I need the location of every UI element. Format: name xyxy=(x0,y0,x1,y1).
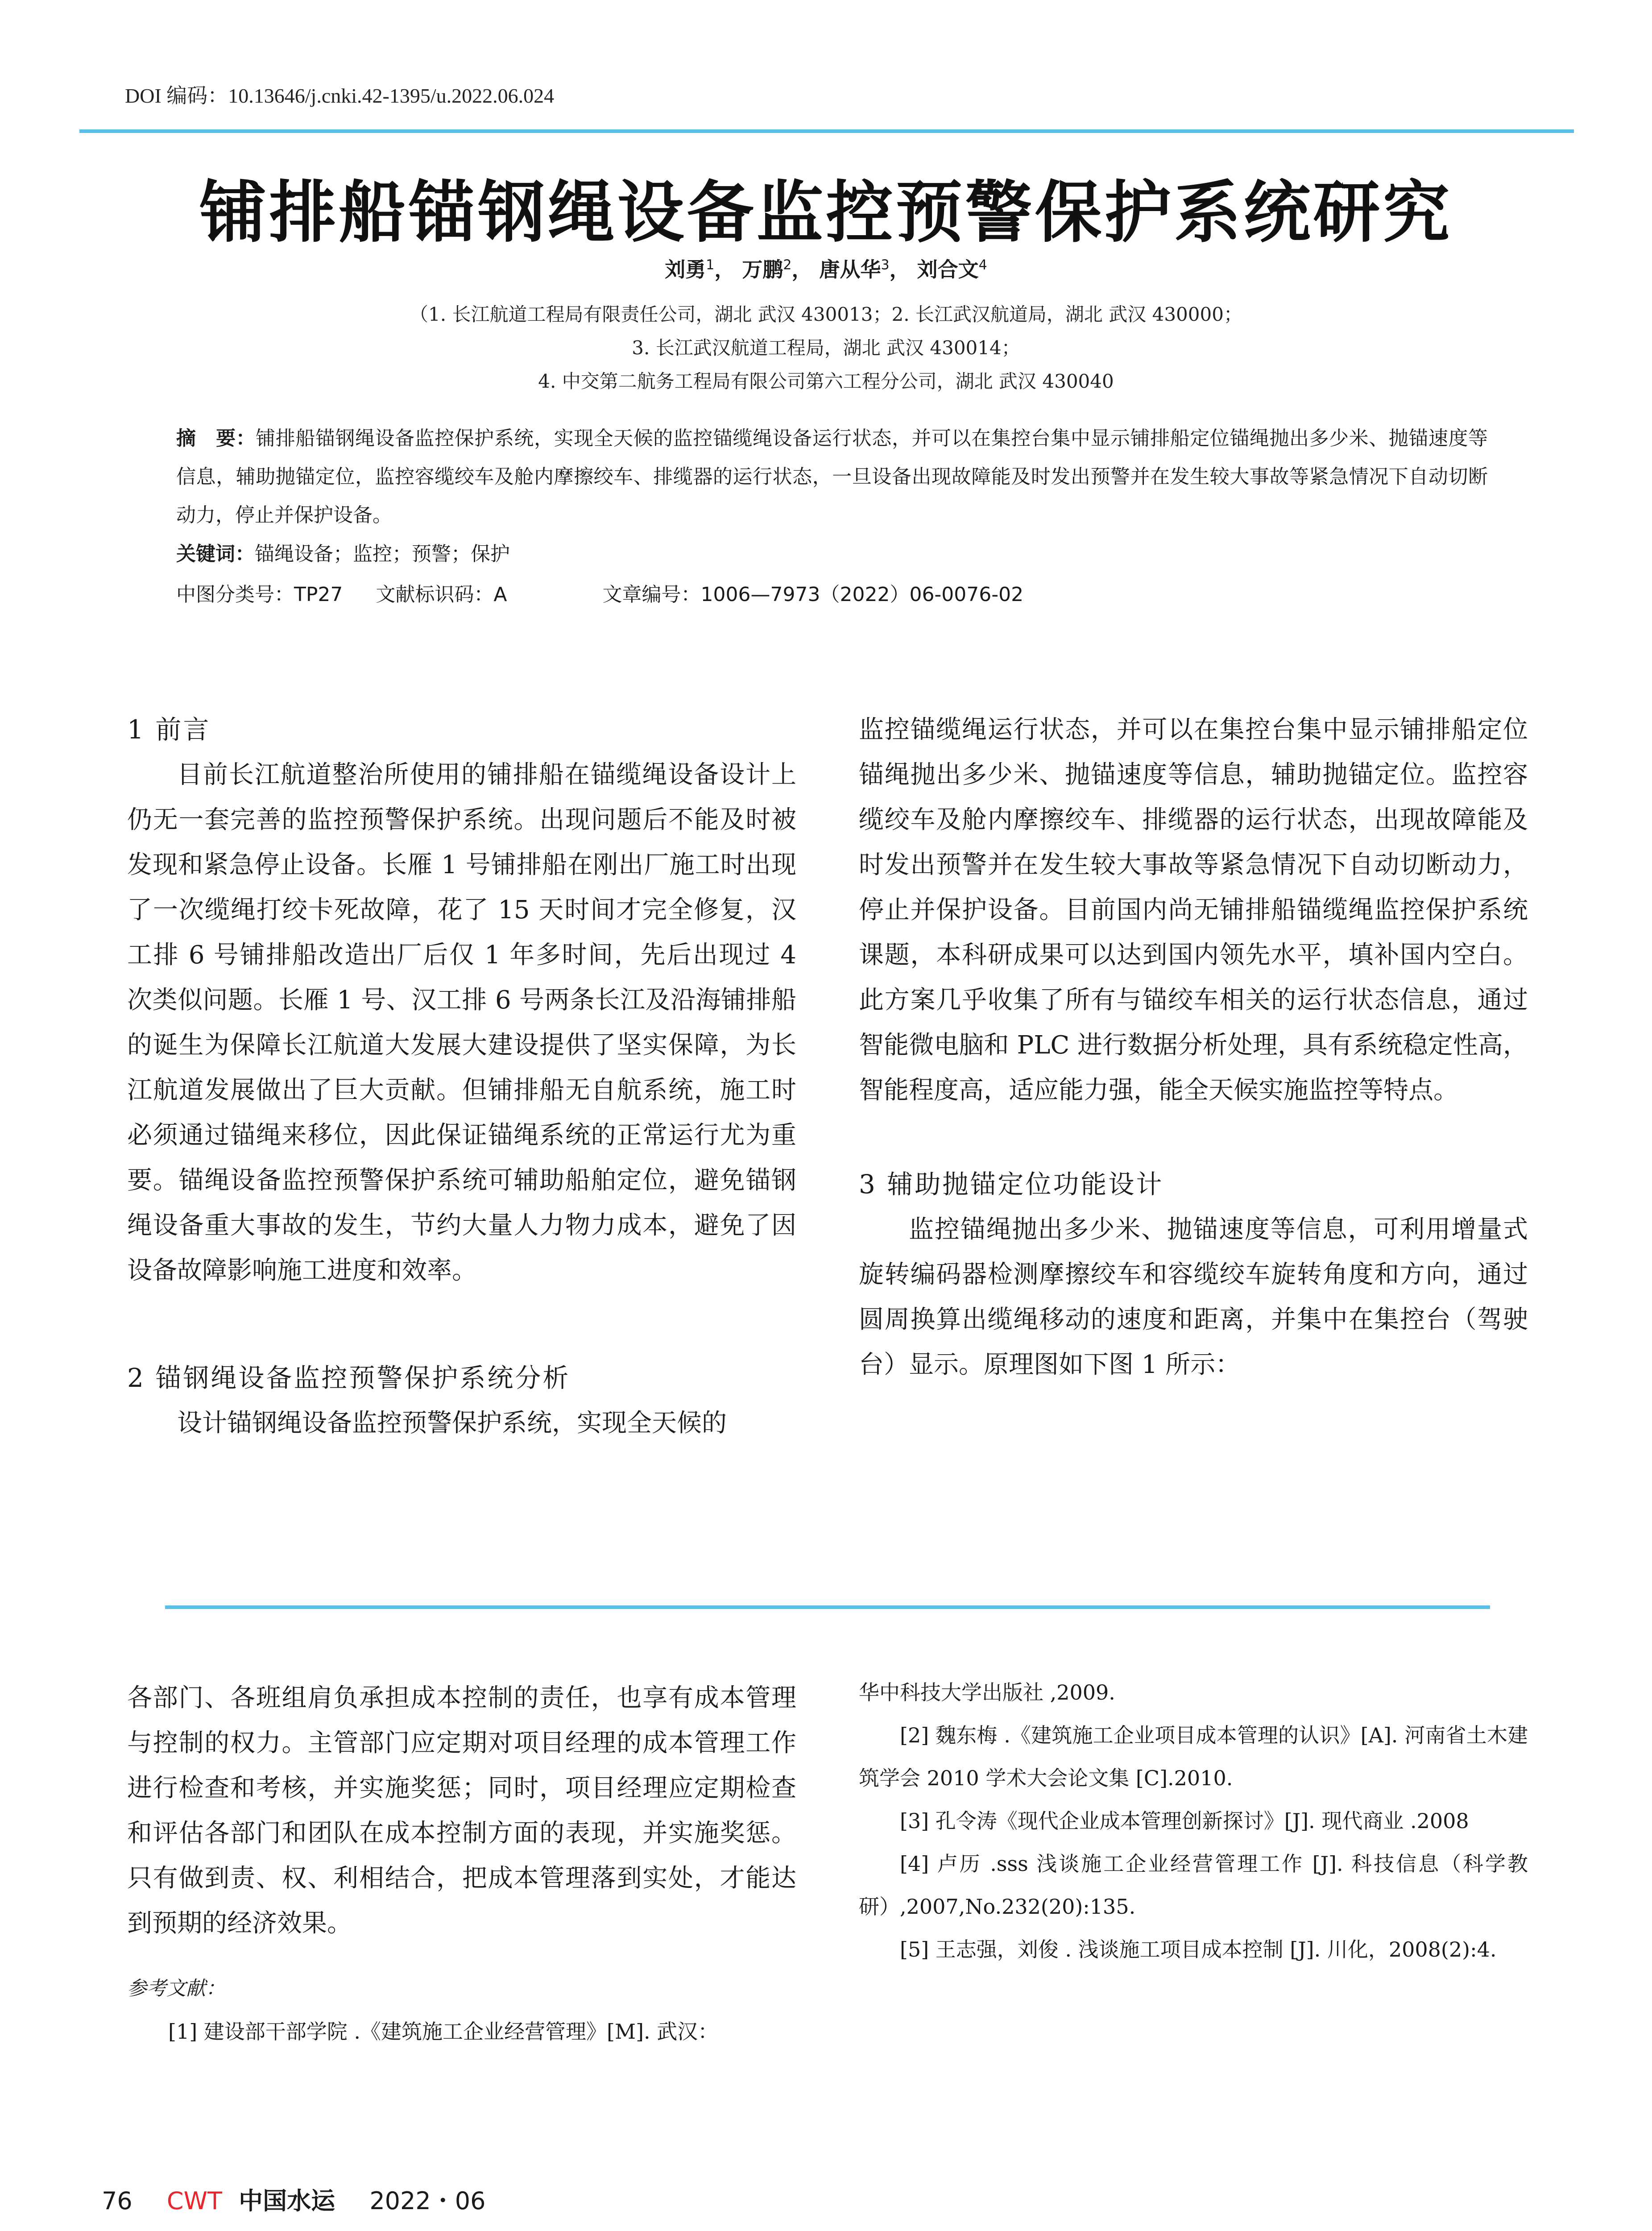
reference-item-continued: 华中科技大学出版社 ,2009. xyxy=(859,1680,1115,1704)
journal-issue: 2022・06 xyxy=(369,2187,486,2215)
author-affil-mark: 3 xyxy=(881,257,890,273)
section-3-text: 监控锚绳抛出多少米、抛锚速度等信息，可利用增量式旋转编码器检测摩擦绞车和容缆绞车旋转角度和方向，通过圆周换算出缆绳移动的速度和距离，并集中在集控台（驾驶台）显示。原理图如下图 1 所示： xyxy=(859,1215,1528,1379)
page-number: 76 xyxy=(102,2187,132,2215)
affiliation-line: （1. 长江航道工程局有限责任公司，湖北 武汉 430013；2. 长江武汉航道局，湖北 武汉 430000； xyxy=(410,303,1242,325)
article-number: 文章编号：1006—7973（2022）06-0076-02 xyxy=(602,583,1024,606)
affiliation-line: 4. 中交第二航务工程局有限公司第六工程分公司，湖北 武汉 430040 xyxy=(538,370,1114,392)
section-divider-rule xyxy=(165,1605,1490,1609)
author-name: 唐从华 xyxy=(819,257,881,282)
abstract xyxy=(176,419,1488,535)
author-name: 万鹏 xyxy=(742,257,783,282)
abstract-text: 铺排船锚钢绳设备监控保护系统，实现全天候的监控锚缆绳设备运行状态，并可以在集控台集中显示铺排船定位锚绳抛出多少米、抛锚速度等信息，辅助抛锚定位，监控容缆绞车及舱内摩擦绞车、排缆器的运行状态，一旦设备出现故障能及时发出预警并在发生较大事故等紧急情况下自动切断动力，停止并保护设备。 xyxy=(176,427,1488,527)
keywords-text: 锚绳设备；监控；预警；保护 xyxy=(255,543,510,565)
abstract-label: 摘 要： xyxy=(176,427,256,450)
author-affil-mark: 2 xyxy=(783,257,792,273)
author-name: 刘合文 xyxy=(917,257,979,282)
author-affil-mark: 1 xyxy=(706,257,715,273)
section-3-heading: 3 辅助抛锚定位功能设计 xyxy=(859,1169,1164,1199)
doi-line: DOI 编码：10.13646/j.cnki.42-1395/u.2022.06.024 xyxy=(125,84,555,107)
reference-item: [3] 孔令涛《现代企业成本管理创新探讨》[J]. 现代商业 .2008 xyxy=(900,1809,1469,1833)
section-1-text: 目前长江航道整治所使用的铺排船在锚缆绳设备设计上仍无一套完善的监控预警保护系统。出现问题后不能及时被发现和紧急停止设备。长雁 1 号铺排船在刚出厂施工时出现了一次缆绳打绞卡死故障，花了 15 天时间才完全修复，汉工排 6 号铺排船改造出厂后仅 1 年多时间，先后出现过 4 次类似问题。长雁 1 号、汉工排 6 号两条长江及沿海铺排船的诞生为保障长江航道大发展大建设提供了坚实保障，为长江航道发展做出了巨大贡献。但铺排船无自航系统，施工时必须通过锚绳来移位，因此保证锚绳系统的正常运行尤为重要。锚绳设备监控预警保护系统可辅助船舶定位，避免锚钢绳设备重大事故的发生，节约大量人力物力成本，避免了因设备故障影响施工进度和效率。 xyxy=(127,760,796,1285)
document-code: 文献标识码：A xyxy=(376,583,507,606)
reference-item: [4] 卢历 .sss 浅谈施工企业经营管理工作 [J]. 科技信息（科学教研）,2007,No.232(20):135. xyxy=(859,1852,1528,1919)
other-article-text: 各部门、各班组肩负承担成本控制的责任，也享有成本管理与控制的权力。主管部门应定期对项目经理的成本管理工作进行检查和考核，并实施奖惩；同时，项目经理应定期检查和评估各部门和团队在成本控制方面的表现，并实施奖惩。只有做到责、权、利相结合，把成本管理落到实处，才能达到预期的经济效果。 xyxy=(127,1684,796,1938)
affiliation-line: 3. 长江武汉航道工程局，湖北 武汉 430014； xyxy=(632,337,1020,359)
section-2-text: 设计锚钢绳设备监控预警保护系统，实现全天候的 xyxy=(177,1409,727,1438)
section-1-heading: 1 前言 xyxy=(127,714,211,745)
classification-line xyxy=(176,578,1023,607)
keywords-label: 关键词： xyxy=(176,543,255,565)
reference-item: [2] 魏东梅 .《建筑施工企业项目成本管理的认识》[A]. 河南省土木建筑学会 2010 学术大会论文集 [C].2010. xyxy=(859,1723,1528,1790)
reference-item: [5] 王志强，刘俊 . 浅谈施工项目成本控制 [J]. 川化，2008(2):4. xyxy=(900,1937,1497,1961)
clc-number: 中图分类号：TP27 xyxy=(176,583,343,606)
author-list: 刘勇$^1$， 万鹏$^2$， 唐从华$^3$， 刘合文$^4$ xyxy=(665,257,987,282)
keywords xyxy=(176,538,510,566)
page-footer xyxy=(102,2182,485,2216)
journal-name: 中国水运 xyxy=(239,2187,335,2215)
reference-item: [1] 建设部干部学院 .《建筑施工企业经营管理》[M]. 武汉： xyxy=(168,2020,719,2044)
article-title: 铺排船锚钢绳设备监控预警保护系统研究 xyxy=(199,174,1453,252)
references-heading: 参考文献： xyxy=(127,1977,225,2000)
references-right xyxy=(859,1671,1528,1971)
right-column xyxy=(859,707,1528,1387)
header-rule xyxy=(79,129,1574,133)
section-2-heading: 2 锚钢绳设备监控预警保护系统分析 xyxy=(127,1363,571,1393)
section-2-text-continued: 监控锚缆绳运行状态，并可以在集控台集中显示铺排船定位锚绳抛出多少米、抛锚速度等信息，辅助抛锚定位。监控容缆绞车及舱内摩擦绞车、排缆器的运行状态，出现故障能及时发出预警并在发生较大事故等紧急情况下自动切断动力，停止并保护设备。目前国内尚无铺排船锚缆绳监控保护系统课题，本科研成果可以达到国内领先水平，填补国内空白。此方案几乎收集了所有与锚绞车相关的运行状态信息，通过智能微电脑和 PLC 进行数据分析处理，具有系统稳定性高，智能程度高，适应能力强，能全天候实施监控等特点。 xyxy=(859,715,1528,1105)
author-affil-mark: 4 xyxy=(978,257,987,273)
left-column xyxy=(127,707,796,1446)
journal-brand-logo: CWT xyxy=(166,2187,222,2215)
author-name: 刘勇 xyxy=(665,257,706,282)
references-left xyxy=(127,2010,796,2053)
